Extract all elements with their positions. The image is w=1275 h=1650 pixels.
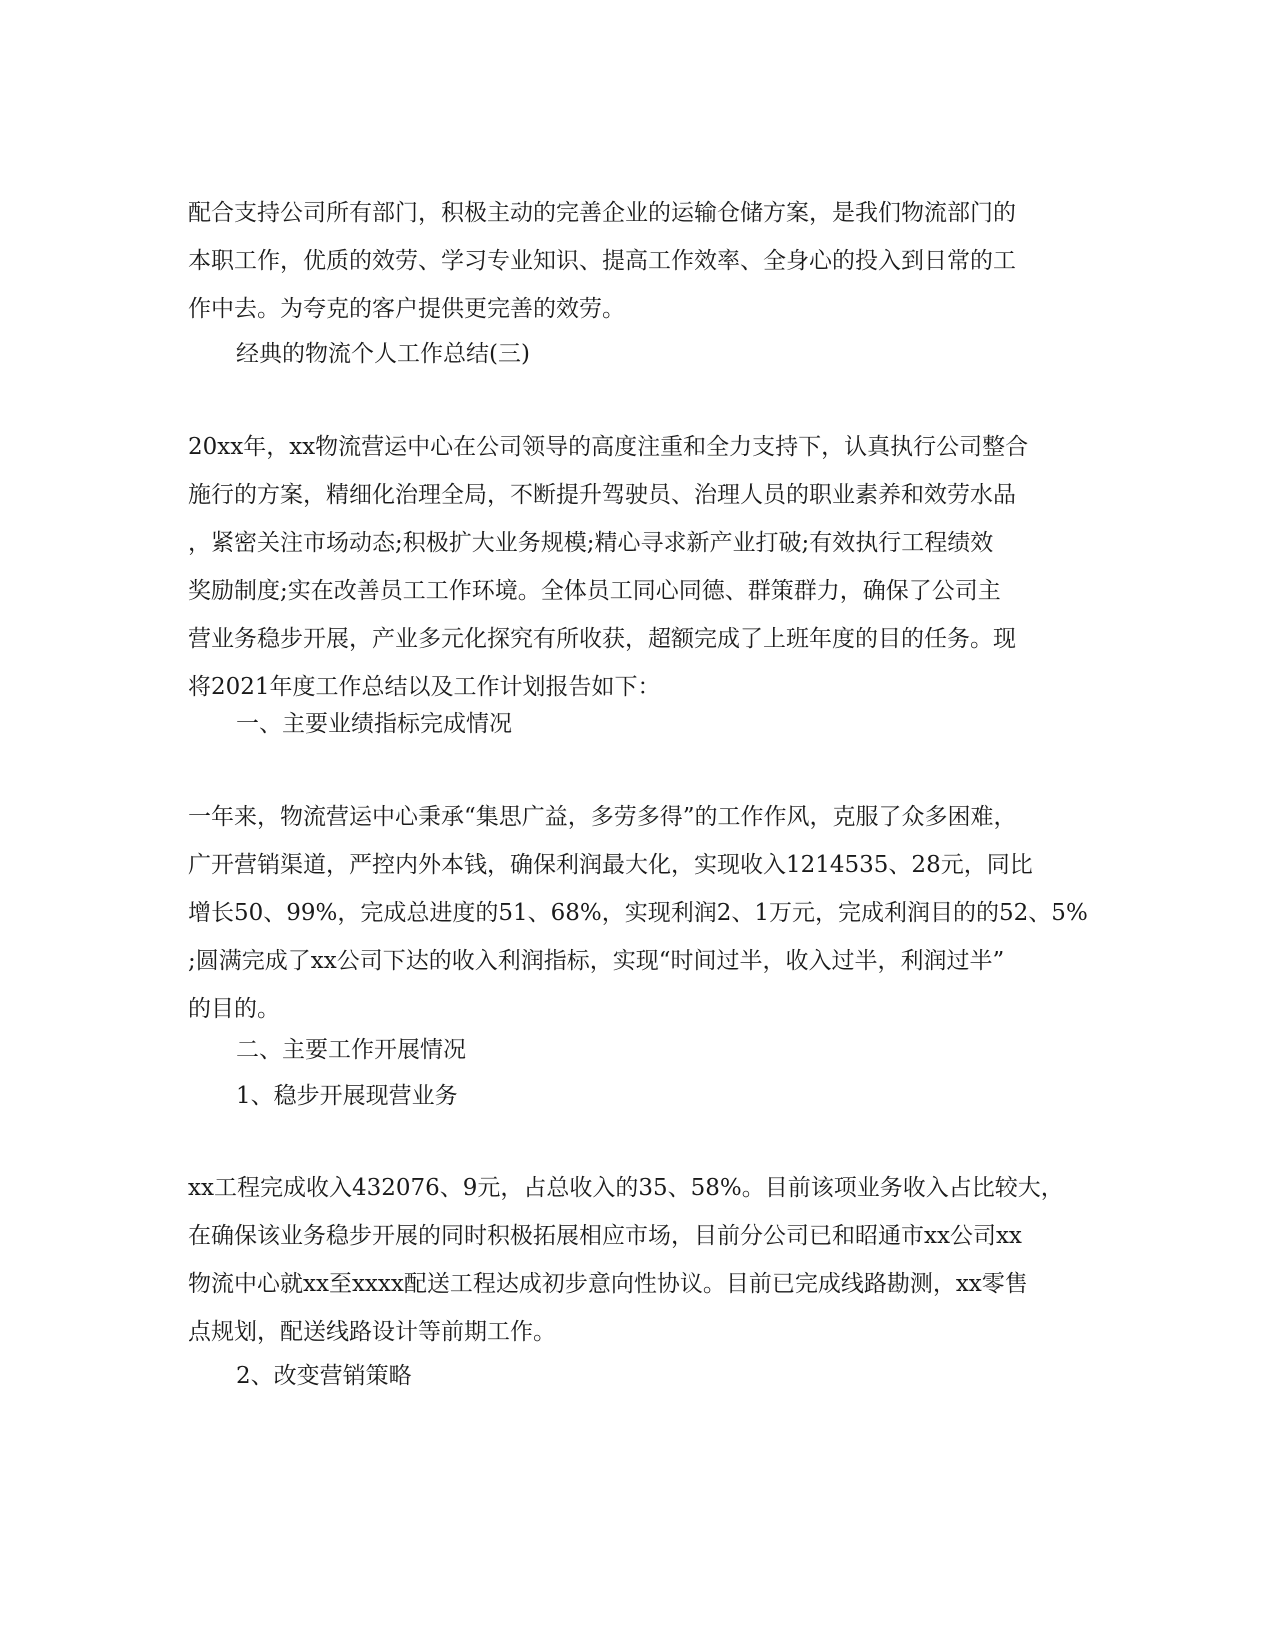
text-line: 20xx年，xx物流营运中心在公司领导的高度注重和全力支持下，认真执行公司整合 bbox=[188, 434, 1029, 460]
subsection-heading-1 bbox=[236, 1072, 1136, 1120]
text-line: 物流中心就xx至xxxx配送工程达成初步意向性协议。目前已完成线路勘测，xx零售 bbox=[188, 1271, 1028, 1297]
heading-text: 1、稳步开展现营业务 bbox=[236, 1083, 458, 1109]
text-line: 作中去。为夸克的客户提供更完善的效劳。 bbox=[188, 296, 625, 322]
paragraph-performance bbox=[188, 793, 1088, 1033]
text-line: 本职工作，优质的效劳、学习专业知识、提高工作效率、全身心的投入到日常的工 bbox=[188, 248, 1016, 274]
paragraph-overview bbox=[188, 423, 1088, 711]
heading-text: 二、主要工作开展情况 bbox=[236, 1037, 466, 1063]
heading-text: 2、改变营销策略 bbox=[236, 1363, 412, 1389]
paragraph-business bbox=[188, 1164, 1088, 1356]
paragraph-intro bbox=[188, 189, 1088, 333]
text-line: 增长50、99%，完成总进度的51、68%，实现利润2、1万元，完成利润目的的52、5% bbox=[188, 900, 1088, 926]
text-line: 一年来，物流营运中心秉承“集思广益，多劳多得”的工作作风，克服了众多困难， bbox=[188, 804, 1017, 830]
text-line: 将2021年度工作总结以及工作计划报告如下： bbox=[188, 674, 661, 700]
section-heading-1 bbox=[236, 700, 1136, 748]
text-line: 广开营销渠道，严控内外本钱，确保利润最大化，实现收入1214535、28元，同比 bbox=[188, 852, 1033, 878]
text-line: 点规划，配送线路设计等前期工作。 bbox=[188, 1319, 556, 1345]
heading-text: 经典的物流个人工作总结(三) bbox=[236, 341, 530, 367]
text-line: ，紧密关注市场动态;积极扩大业务规模;精心寻求新产业打破;有效执行工程绩效 bbox=[188, 530, 994, 556]
text-line: xx工程完成收入432076、9元，占总收入的35、58%。目前该项业务收入占比较大， bbox=[188, 1175, 1064, 1201]
text-line: 奖励制度;实在改善员工工作环境。全体员工同心同德、群策群力，确保了公司主 bbox=[188, 578, 1001, 604]
text-line: ;圆满完成了xx公司下达的收入利润指标，实现“时间过半，收入过半，利润过半” bbox=[188, 948, 1005, 974]
subsection-heading-2 bbox=[236, 1352, 1136, 1400]
text-line: 的目的。 bbox=[188, 996, 280, 1022]
heading-text: 一、主要业绩指标完成情况 bbox=[236, 711, 512, 737]
text-line: 施行的方案，精细化治理全局，不断提升驾驶员、治理人员的职业素养和效劳水品 bbox=[188, 482, 1016, 508]
text-line: 营业务稳步开展，产业多元化探究有所收获，超额完成了上班年度的目的任务。现 bbox=[188, 626, 1016, 652]
section-heading-2 bbox=[236, 1026, 1136, 1074]
text-line: 在确保该业务稳步开展的同时积极拓展相应市场，目前分公司已和昭通市xx公司xx bbox=[188, 1223, 1022, 1249]
section-title bbox=[236, 330, 1136, 378]
text-line: 配合支持公司所有部门，积极主动的完善企业的运输仓储方案，是我们物流部门的 bbox=[188, 200, 1016, 226]
